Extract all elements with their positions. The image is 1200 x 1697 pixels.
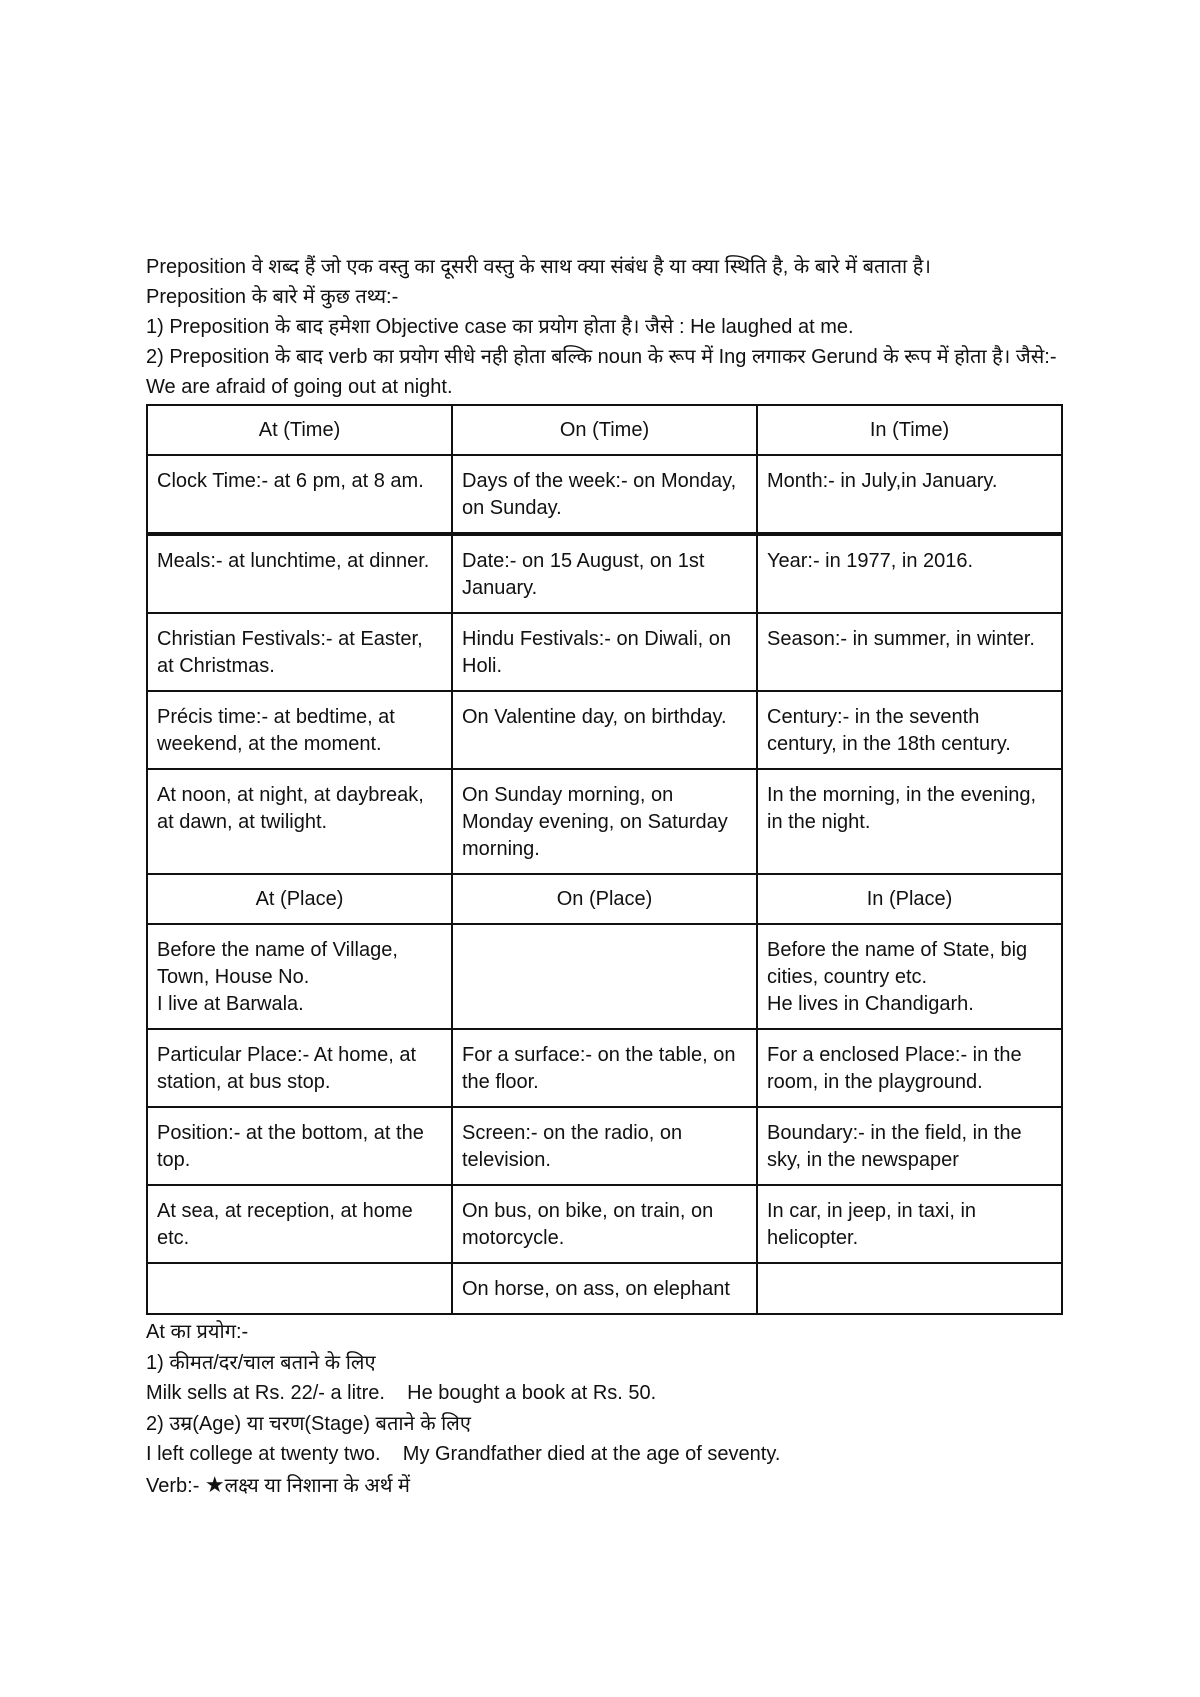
table-cell: Particular Place:- At home, at station, at bus stop.: [147, 1029, 452, 1107]
table-row: [147, 455, 1062, 534]
cell-text: Before the name of State, big cities, country etc.: [767, 939, 1028, 988]
table-cell: On horse, on ass, on elephant: [452, 1263, 757, 1314]
table-cell: Précis time:- at bedtime, at weekend, at the moment.: [147, 691, 452, 769]
table-cell: For a surface:- on the table, on the floor.: [452, 1029, 757, 1107]
table-cell: Month:- in July,in January.: [757, 455, 1062, 534]
intro-fact-1: 1) Preposition के बाद हमेशा Objective case का प्रयोग होता है। जैसे : He laughed at me.: [146, 316, 854, 338]
table-cell-empty: [147, 1263, 452, 1314]
table-cell-empty: [452, 924, 757, 1029]
verb-meaning: लक्ष्य या निशाना के अर्थ में: [224, 1474, 410, 1497]
header-at-place: At (Place): [147, 874, 452, 924]
table-row: [147, 1185, 1062, 1263]
cell-example: He lives in Chandigarh.: [767, 993, 974, 1015]
usage-example-2: I left college at twenty two. My Grandfather died at the age of seventy.: [146, 1443, 781, 1465]
table-cell: Century:- in the seventh century, in the 18th century.: [757, 691, 1062, 769]
table-row: [147, 924, 1062, 1029]
table-cell: On bus, on bike, on train, on motorcycle.: [452, 1185, 757, 1263]
time-header-row: [147, 405, 1062, 455]
usage-verb-line: [146, 1470, 1066, 1502]
header-on-time: On (Time): [452, 405, 757, 455]
table-cell: Meals:- at lunchtime, at dinner.: [147, 534, 452, 613]
table-cell: Season:- in summer, in winter.: [757, 613, 1062, 691]
table-cell: In the morning, in the evening, in the night.: [757, 769, 1062, 874]
usage-point-1: 1) कीमत/दर/चाल बताने के लिए: [146, 1351, 376, 1374]
table-row: [147, 769, 1062, 874]
document-page: [146, 252, 1066, 1501]
cell-example: I live at Barwala.: [157, 993, 304, 1015]
table-row: [147, 1107, 1062, 1185]
table-cell: In car, in jeep, in taxi, in helicopter.: [757, 1185, 1062, 1263]
table-row: [147, 1029, 1062, 1107]
table-row: [147, 691, 1062, 769]
table-cell: Boundary:- in the field, in the sky, in the newspaper: [757, 1107, 1062, 1185]
intro-definition: Preposition वे शब्द हैं जो एक वस्तु का दूसरी वस्तु के साथ क्या संबंध है या क्या स्थिति है, के बारे में बताता है।: [146, 256, 931, 278]
intro-fact-2: 2) Preposition के बाद verb का प्रयोग सीधे नही होता बल्कि noun के रूप में Ing लगाकर Gerund के रूप में होता है। जैसे:- We are afraid of going out at night.: [146, 346, 1057, 398]
preposition-table: [146, 404, 1063, 1315]
table-cell: Clock Time:- at 6 pm, at 8 am.: [147, 455, 452, 534]
table-cell: Hindu Festivals:- on Diwali, on Holi.: [452, 613, 757, 691]
header-in-time: In (Time): [757, 405, 1062, 455]
header-on-place: On (Place): [452, 874, 757, 924]
table-cell: Year:- in 1977, in 2016.: [757, 534, 1062, 613]
table-cell: Position:- at the bottom, at the top.: [147, 1107, 452, 1185]
table-row: [147, 534, 1062, 613]
usage-title: At का प्रयोग:-: [146, 1321, 249, 1343]
usage-example-1: Milk sells at Rs. 22/- a litre. He bought a book at Rs. 50.: [146, 1382, 657, 1404]
table-cell: [757, 924, 1062, 1029]
table-row: [147, 613, 1062, 691]
at-usage-section: [146, 1317, 1066, 1501]
table-row: [147, 1263, 1062, 1314]
table-cell: Screen:- on the radio, on television.: [452, 1107, 757, 1185]
verb-prefix: Verb:-: [146, 1474, 205, 1497]
table-cell: Days of the week:- on Monday, on Sunday.: [452, 455, 757, 534]
table-cell: At noon, at night, at daybreak, at dawn, at twilight.: [147, 769, 452, 874]
table-cell: On Valentine day, on birthday.: [452, 691, 757, 769]
cell-text: Before the name of Village, Town, House No.: [157, 939, 398, 988]
header-at-time: At (Time): [147, 405, 452, 455]
usage-point-2: 2) उम्र(Age) या चरण(Stage) बताने के लिए: [146, 1412, 471, 1435]
table-cell: Date:- on 15 August, on 1st January.: [452, 534, 757, 613]
table-cell: At sea, at reception, at home etc.: [147, 1185, 452, 1263]
place-header-row: [147, 874, 1062, 924]
table-cell: For a enclosed Place:- in the room, in the playground.: [757, 1029, 1062, 1107]
star-icon: ★: [204, 1471, 225, 1497]
table-cell: [147, 924, 452, 1029]
table-cell-empty: [757, 1263, 1062, 1314]
intro-facts-heading: Preposition के बारे में कुछ तथ्य:-: [146, 286, 399, 308]
table-cell: On Sunday morning, on Monday evening, on Saturday morning.: [452, 769, 757, 874]
header-in-place: In (Place): [757, 874, 1062, 924]
table-cell: Christian Festivals:- at Easter, at Christmas.: [147, 613, 452, 691]
